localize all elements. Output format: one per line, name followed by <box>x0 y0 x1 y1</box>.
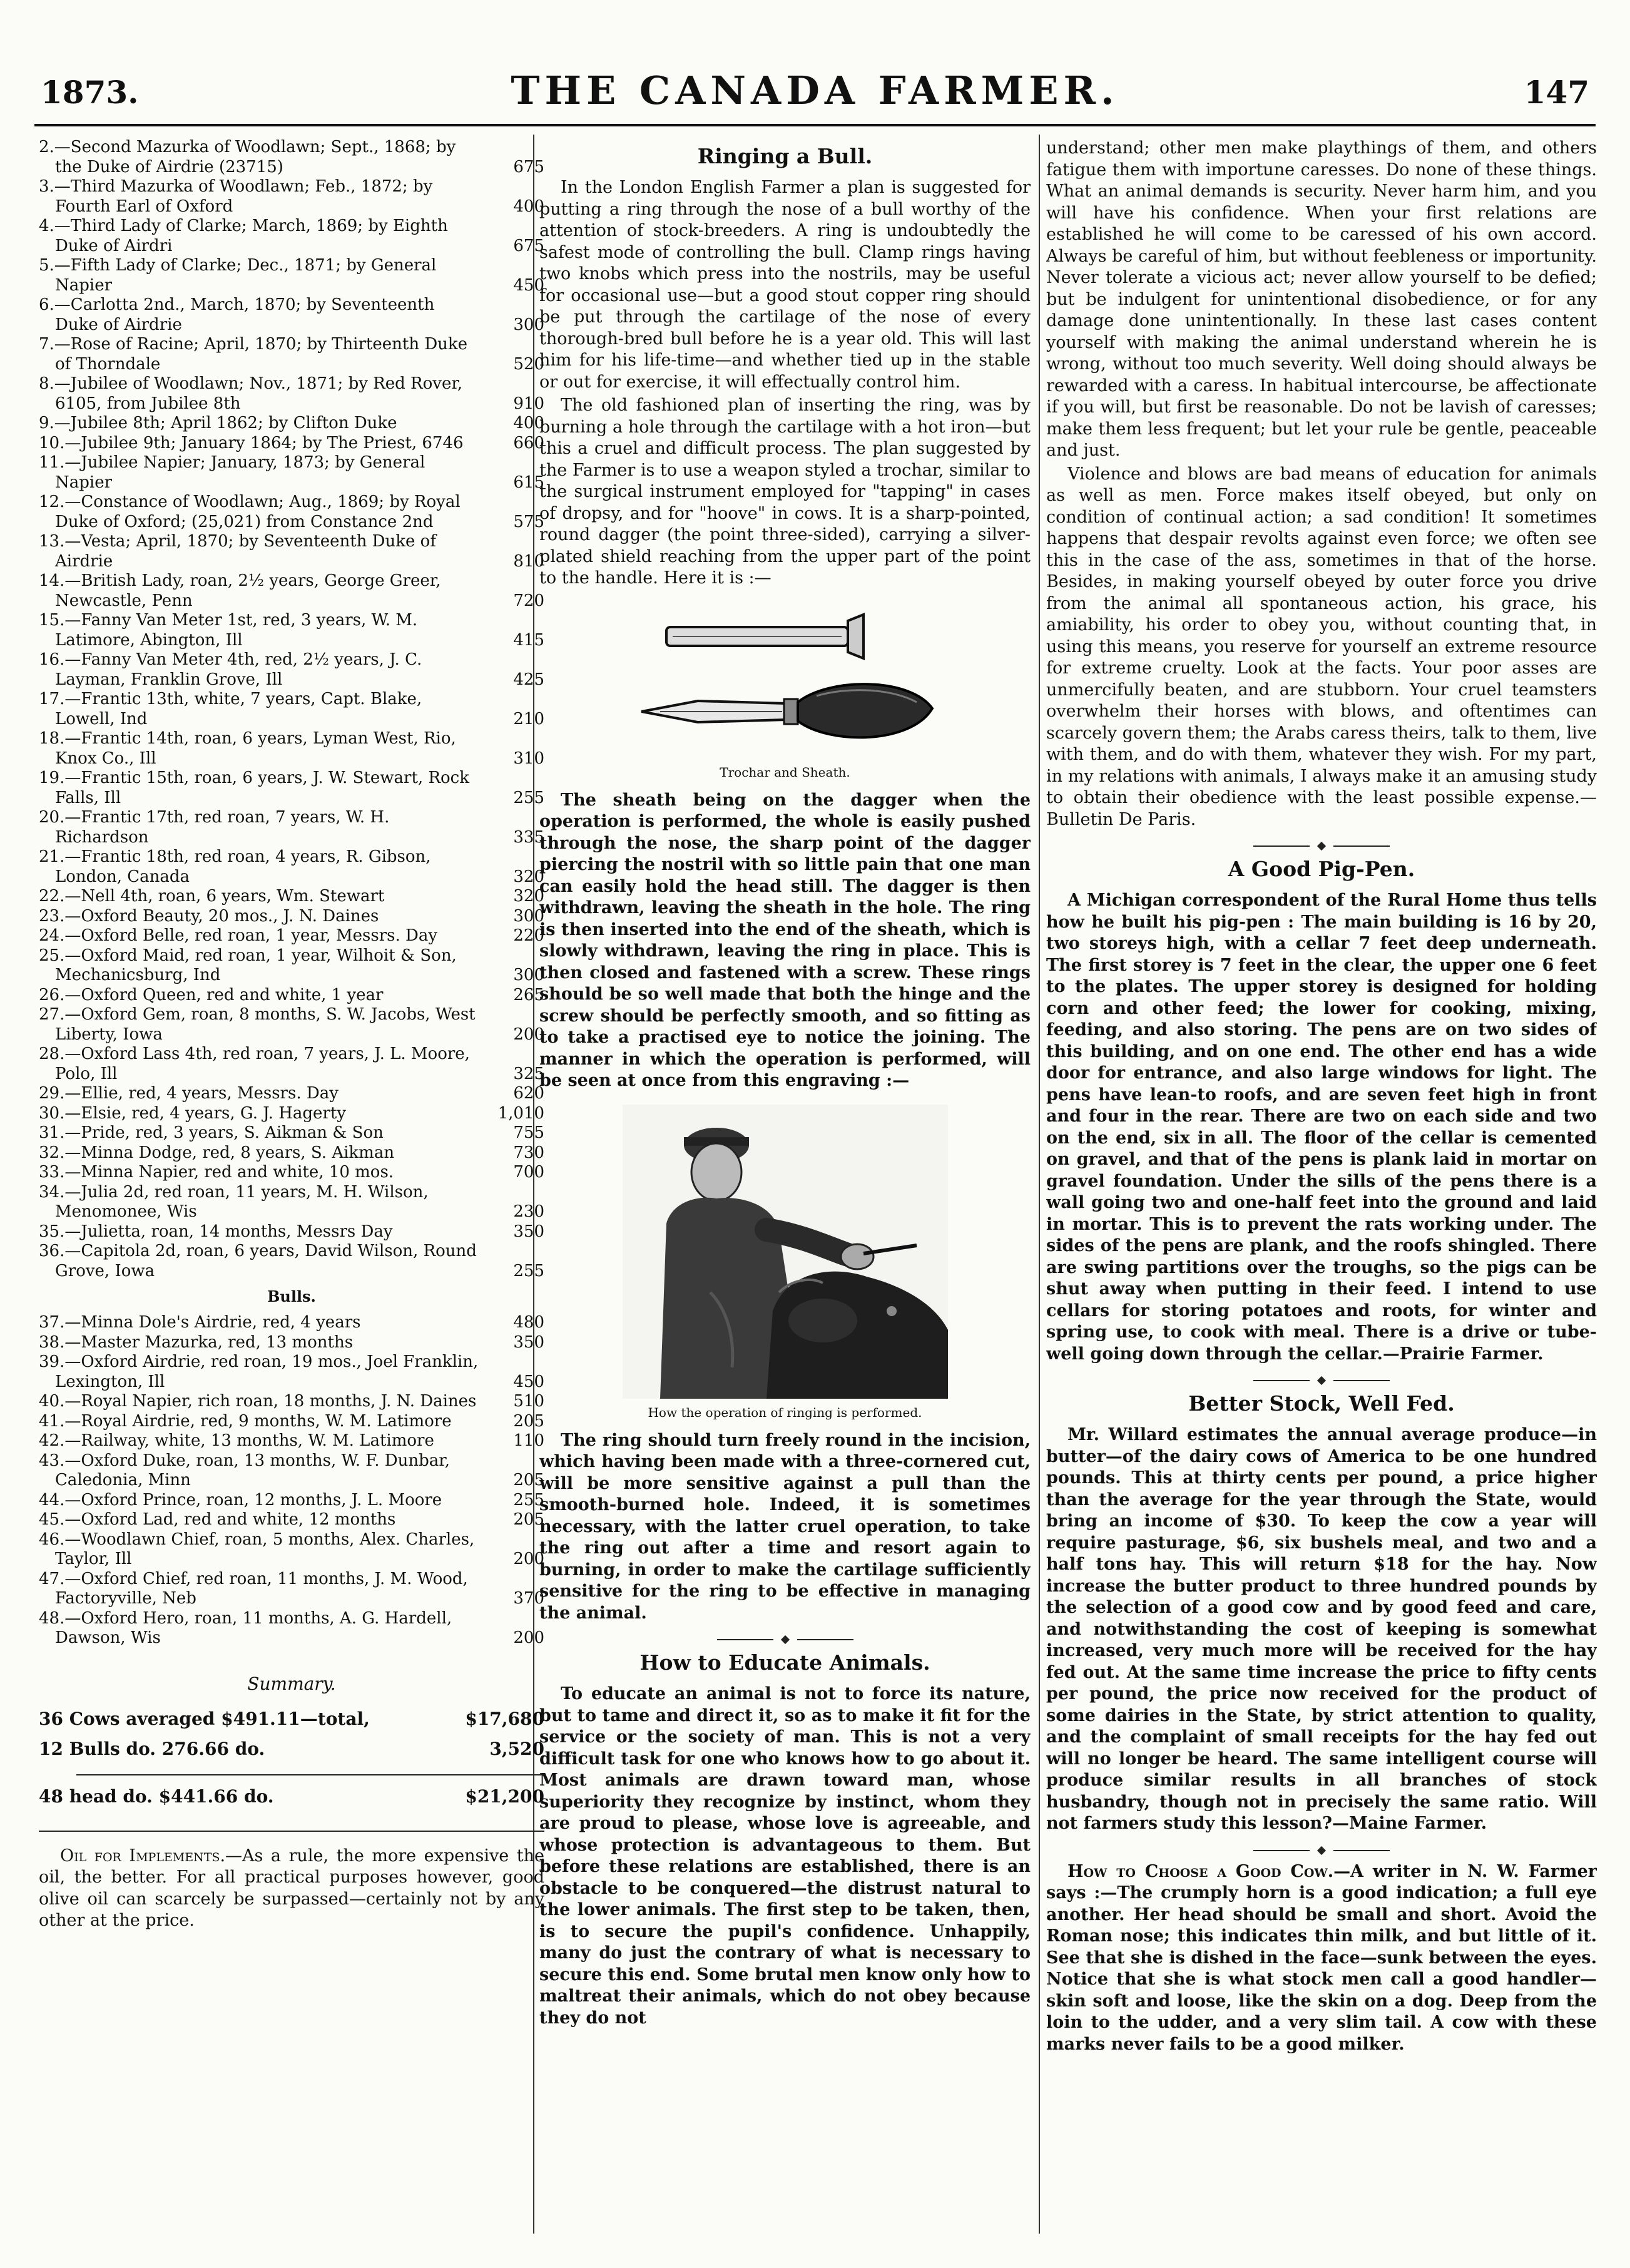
entry-price: 755 <box>513 1123 544 1142</box>
sale-entry <box>39 1431 544 1451</box>
page-header <box>34 63 1596 119</box>
sale-entry <box>39 1491 544 1511</box>
summary-total-value: $21,200 <box>465 1785 544 1807</box>
entry-text: 39.—Oxford Airdrie, red roan, 19 mos., Joel Franklin, Lexington, Ill <box>39 1352 479 1391</box>
column-ringing <box>539 138 1031 2237</box>
sale-entry <box>39 1222 544 1242</box>
entry-text: 32.—Minna Dodge, red, 8 years, S. Aikman <box>39 1143 395 1162</box>
stock-title: Better Stock, Well Fed. <box>1188 1391 1455 1416</box>
summary-row-value: 3,520 <box>489 1738 544 1759</box>
column-articles <box>1046 138 1597 2237</box>
entry-text: 26.—Oxford Queen, red and white, 1 year <box>39 985 384 1004</box>
entry-price: 1,010 <box>497 1103 544 1123</box>
entry-price: 450 <box>513 1372 544 1391</box>
sale-entry <box>39 907 544 927</box>
cow-lead: How to Choose a Good Cow. <box>1067 1861 1334 1881</box>
entry-text: 19.—Frantic 15th, roan, 6 years, J. W. Stewart, Rock Falls, Ill <box>39 769 469 807</box>
sale-entry <box>39 611 544 650</box>
entry-text: 34.—Julia 2d, red roan, 11 years, M. H. Wilson, Menomonee, Wis <box>39 1182 429 1221</box>
entry-text: 12.—Constance of Woodlawn; Aug., 1869; by Royal Duke of Oxford; (25,021) from Constance 2nd <box>39 493 461 531</box>
separator <box>1046 1377 1597 1384</box>
entry-price: 210 <box>513 709 544 728</box>
sale-entry <box>39 650 544 690</box>
entry-text: 3.—Third Mazurka of Woodlawn; Feb., 1872; by Fourth Earl of Oxford <box>39 177 433 216</box>
entry-text: 17.—Frantic 13th, white, 7 years, Capt. Blake, Lowell, Ind <box>39 690 422 728</box>
entry-text: 41.—Royal Airdrie, red, 9 months, W. M. Latimore <box>39 1411 452 1431</box>
sale-entry <box>39 1045 544 1084</box>
entry-price: 415 <box>513 630 544 650</box>
trochar-figure <box>539 602 1031 780</box>
sale-entry <box>39 847 544 887</box>
page-number: 147 <box>1524 74 1589 111</box>
entry-text: 14.—British Lady, roan, 2½ years, George Greer, Newcastle, Penn <box>39 571 441 610</box>
sale-entry <box>39 769 544 808</box>
entry-price: 675 <box>513 157 544 176</box>
operation-caption: How the operation of ringing is performed. <box>648 1404 922 1420</box>
sale-entry <box>39 217 544 256</box>
cow-article <box>1046 1861 1597 2056</box>
entry-price: 575 <box>513 512 544 531</box>
summary-row-text: 36 Cows averaged $491.11—total, <box>39 1708 370 1729</box>
operation-figure <box>539 1105 1031 1420</box>
ringing-title: Ringing a Bull. <box>697 144 873 168</box>
entry-price: 910 <box>513 394 544 413</box>
sale-entry <box>39 1005 544 1045</box>
entry-price: 335 <box>513 827 544 847</box>
sale-entry <box>39 453 544 493</box>
oil-text: —As a rule, the more expensive the oil, the better. For all practical purposes however, good olive oil can scarcely be surpassed—certainly not by any other at the price. <box>39 1846 544 1930</box>
cow-text: —A writer in N. W. Farmer says :—The crumply horn is a good indication; a full eye another. Her head should be small and short. Avoid the Roman nose; this indicates thin milk, and but little of it. See that she is dished in the face—sunk between the eyes. Notice that she is what stock men call a good handler—skin soft and loose, like the skin on a dog. Deep from the loin to the udder, and a very slim tail. A cow with these marks never fails to be a good milker. <box>1046 1861 1597 2054</box>
educate-paragraph: understand; other men make playthings of them, and others fatigue them with importune caresses. Do none of these things. What an animal demands is security. Never harm him, and you will have his confidence. When your first relations are established he will come to be caressed of his own accord. Always be careful of him, but without feebleness or importunity. Never tolerate a vicious act; never allow yourself to be defied; but be indulgent for unintentional disobedience, or for any damage done unintentionally. In these last cases content yourself with making the animal understand wherein he is wrong, without too much severity. Well doing should always be rewarded with a caress. In habitual intercourse, be affectionate if you will, but first be reasonable. Do not be lavish of caresses; make them less frequent; but let your rule be gentle, peaceable and just. <box>1046 138 1597 460</box>
sale-entry <box>39 256 544 295</box>
section-rule <box>39 1831 544 1832</box>
entry-price: 660 <box>513 433 544 452</box>
entry-text: 20.—Frantic 17th, red roan, 7 years, W. H. Richardson <box>39 808 390 847</box>
sale-entry <box>39 1333 544 1353</box>
entry-price: 255 <box>513 1490 544 1509</box>
entry-price: 350 <box>513 1222 544 1241</box>
stock-paragraph: Mr. Willard estimates the annual average produce—in butter—of the dairy cows of America to be one hundred pounds. This at thirty cents per pound, a price higher than the average for the year through the State, would bring an income of $30. To keep the cow a year will require pasturage, $6, six bushels meal, and two and a half tons hay. This will return $18 for the hay. Now increase the butter product to three hundred pounds by the selection of a good cow and by good feed and care, and notwithstanding the cost of keeping is somewhat increased, very much more will be received for the hay fed out. At the same time increase the price to fifty cents per pound, the price now received for the product of some dairies in the State, by strict attention to quality, and the complaint of small receipts for the hay fed out will no longer be heard. The same intelligent course will produce similar results in all branches of stock husbandry, though not in precisely the same ratio. Will not farmers study this lesson?—Maine Farmer. <box>1046 1425 1597 1833</box>
entry-text: 18.—Frantic 14th, roan, 6 years, Lyman West, Rio, Knox Co., Ill <box>39 729 456 768</box>
sale-entry <box>39 493 544 532</box>
entry-price: 320 <box>513 887 544 906</box>
entry-text: 5.—Fifth Lady of Clarke; Dec., 1871; by General Napier <box>39 256 437 295</box>
entry-price: 350 <box>513 1332 544 1352</box>
entry-text: 6.—Carlotta 2nd., March, 1870; by Seventeenth Duke of Airdrie <box>39 295 435 334</box>
entry-price: 110 <box>513 1431 544 1450</box>
sale-entry <box>39 1104 544 1124</box>
entry-price: 510 <box>513 1392 544 1411</box>
separator <box>1046 1847 1597 1854</box>
entry-price: 620 <box>513 1084 544 1103</box>
entry-price: 480 <box>513 1313 544 1332</box>
entry-price: 730 <box>513 1143 544 1162</box>
entry-price: 450 <box>513 275 544 295</box>
entry-text: 9.—Jubilee 8th; April 1862; by Clifton Duke <box>39 414 397 432</box>
entry-text: 10.—Jubilee 9th; January 1864; by The Priest, 6746 <box>39 433 464 452</box>
entry-price: 370 <box>513 1589 544 1608</box>
entry-text: 4.—Third Lady of Clarke; March, 1869; by Eighth Duke of Airdri <box>39 217 448 255</box>
sale-entry <box>39 1530 544 1570</box>
sale-entry <box>39 532 544 571</box>
entry-price: 230 <box>513 1202 544 1221</box>
sale-entry <box>39 1313 544 1333</box>
sale-entry <box>39 571 544 611</box>
trochar-illustration <box>623 602 948 759</box>
entry-price: 325 <box>513 1064 544 1083</box>
publication-title: THE CANADA FARMER. <box>511 68 1119 113</box>
entry-price: 400 <box>513 414 544 432</box>
sale-entry <box>39 414 544 434</box>
entry-text: 27.—Oxford Gem, roan, 8 months, S. W. Jacobs, West Liberty, Iowa <box>39 1005 476 1044</box>
sale-entry <box>39 434 544 454</box>
sale-entry <box>39 1163 544 1183</box>
entry-text: 45.—Oxford Lad, red and white, 12 months <box>39 1510 396 1529</box>
sale-entry <box>39 177 544 217</box>
entry-price: 675 <box>513 236 544 255</box>
entry-price: 615 <box>513 472 544 492</box>
trochar-caption: Trochar and Sheath. <box>720 764 850 780</box>
pigpen-title: A Good Pig-Pen. <box>1228 857 1415 881</box>
ringing-paragraph: The old fashioned plan of inserting the ring, was by burning a hole through the cartilage with a hot iron—but this a cruel and difficult process. The plan suggested by the Farmer is to use a weapon styled a trochar, similar to the surgical instrument employed for "tapping" in cases of dropsy, and for "hoove" in cows. It is a sharp-pointed, round dagger (the point three-sided), carrying a silver-plated shield reaching from the upper part of the point to the handle. Here it is :— <box>539 396 1031 588</box>
entry-text: 30.—Elsie, red, 4 years, G. J. Hagerty <box>39 1103 346 1123</box>
entry-text: 22.—Nell 4th, roan, 6 years, Wm. Stewart <box>39 887 385 906</box>
summary-row-text: 12 Bulls do. 276.66 do. <box>39 1738 265 1759</box>
entry-price: 320 <box>513 867 544 886</box>
sale-entry <box>39 335 544 374</box>
ringing-paragraph: The sheath being on the dagger when the operation is performed, the whole is easily pushed through the nose, the sharp point of the dagger piercing the nostril with so little pain that one man can easily hold the head still. The dagger is then withdrawn, leaving the sheath in the hole. The ring is then inserted into the end of the sheath, which is slowly withdrawn, leaving the ring in place. This is then closed and fastened with a screw. These rings should be so well made that both the hinge and the screw should be perfectly smooth, and so fitting as to take a practised eye to notice the joining. The manner in which the operation is performed, will be seen at once from this engraving :— <box>539 790 1031 1090</box>
sale-entry <box>39 1084 544 1104</box>
entry-text: 31.—Pride, red, 3 years, S. Aikman & Son <box>39 1123 384 1142</box>
sale-entry <box>39 986 544 1006</box>
ringing-paragraph: The ring should turn freely round in the incision, which having been made with a three-cornered cut, will be more sensitive against a pull than the smooth-burned hole. Indeed, it is sometimes necessary, with the latter cruel operation, to take the ring out after a time and resort again to burning, in order to make the cartilage sufficiently sensitive for the ring to be effective in managing the animal. <box>539 1430 1031 1623</box>
entry-price: 255 <box>513 788 544 807</box>
entry-text: 15.—Fanny Van Meter 1st, red, 3 years, W. M. Latimore, Abington, Ill <box>39 611 418 650</box>
entry-text: 21.—Frantic 18th, red roan, 4 years, R. Gibson, London, Canada <box>39 847 431 886</box>
sale-entry <box>39 1123 544 1143</box>
sale-entry <box>39 1570 544 1609</box>
entry-price: 300 <box>513 315 544 334</box>
sale-entry <box>39 808 544 847</box>
entry-price: 300 <box>513 906 544 926</box>
sale-entry <box>39 1609 544 1648</box>
oil-article <box>39 1846 544 1932</box>
sale-entry <box>39 1510 544 1530</box>
column-sale-list <box>39 138 544 2237</box>
summary-row <box>39 1704 544 1734</box>
sale-entry <box>39 926 544 946</box>
entry-price: 265 <box>513 985 544 1004</box>
sale-entry <box>39 887 544 907</box>
summary-total <box>39 1782 544 1812</box>
summary-rule <box>76 1774 544 1775</box>
pigpen-paragraph: A Michigan correspondent of the Rural Home thus tells how he built his pig-pen : The main building is 16 by 20, two storeys high, with a cellar 7 feet deep underneath. The first storey is 7 feet in the clear, the upper one 6 feet to the plates. The upper storey is designed for holding corn and other feed; the lower for cooking, mixing, feeding, and also storing. The pens are on two sides of this building, and on one end. The other end has a wide door for entrance, and also large windows for light. The pens have lean-to roofs, and are seven feet high in front and four in the rear. There are two on each side and two on the end, six in all. The floor of the cellar is cemented on gravel, and that of the pens is plank laid in mortar on gravel foundation. Under the sills of the pens there is a wall going two and one-half feet into the ground and laid in mortar. This is to prevent the rats working under. The sides of the pens are plank, and the roofs shingled. There are swing partitions over the troughs, so the pigs can be shut away when putting in their feed. I intend to use cellars for storing potatoes and roots, for winter and spring use, to cook with meal. There is a drive or tube-well going down through the cellar.—Prairie Farmer. <box>1046 891 1597 1364</box>
entry-text: 40.—Royal Napier, rich roan, 18 months, J. N. Daines <box>39 1392 477 1411</box>
entry-text: 36.—Capitola 2d, roan, 6 years, David Wilson, Round Grove, Iowa <box>39 1242 477 1280</box>
entry-price: 300 <box>513 966 544 984</box>
sale-entry <box>39 690 544 729</box>
educate-title: How to Educate Animals. <box>639 1650 930 1675</box>
sale-entry <box>39 946 544 986</box>
separator <box>1046 843 1597 849</box>
entry-price: 400 <box>513 197 544 216</box>
bulls-list <box>39 1313 544 1648</box>
entry-text: 16.—Fanny Van Meter 4th, red, 2½ years, J. C. Layman, Franklin Grove, Ill <box>39 650 422 689</box>
entry-text: 42.—Railway, white, 13 months, W. M. Latimore <box>39 1431 434 1450</box>
entry-text: 46.—Woodlawn Chief, roan, 5 months, Alex. Charles, Taylor, Ill <box>39 1530 475 1568</box>
entry-text: 28.—Oxford Lass 4th, red roan, 7 years, J. L. Moore, Polo, Ill <box>39 1045 470 1083</box>
entry-text: 11.—Jubilee Napier; January, 1873; by General Napier <box>39 453 425 492</box>
cows-list <box>39 138 544 1281</box>
summary-title: Summary. <box>247 1673 336 1694</box>
sale-entry <box>39 1392 544 1412</box>
entry-text: 47.—Oxford Chief, red roan, 11 months, J. M. Wood, Factoryville, Neb <box>39 1569 468 1608</box>
educate-paragraph: To educate an animal is not to force its nature, but to tame and direct it, so as to make it fit for the service or the society of man. This is not a very difficult task for one who knows how to go about it. Most animals are drawn toward man, whose superiority they recognize by instinct, whom they are proud to please, whose love is agreeable, and whose protection is advantageous to them. But before these relations are established, there is an obstacle to be conquered—the distrust natural to the lower animals. The first step to be taken, then, is to secure the pupil's confidence. Unhappily, many do just the contrary of what is necessary to secure this end. Some brutal men know only how to maltreat their animals, which do not obey because they do not <box>539 1684 1031 2028</box>
ringing-paragraph: In the London English Farmer a plan is suggested for putting a ring through the nose of a bull worthy of the attention of stock-breeders. A ring is undoubtedly the safest mode of controlling the bull. Clamp rings having two knobs which press into the nostrils, may be useful for occasional use—but a good stout copper ring should be put through the cartilage of the nose of every thorough-bred bull before he is a year old. This will last him for his life-time—and whether tied up in the stable or out for exercise, it will effectually control him. <box>539 178 1031 392</box>
sale-entry <box>39 729 544 769</box>
separator <box>539 1637 1031 1643</box>
entry-text: 29.—Ellie, red, 4 years, Messrs. Day <box>39 1084 339 1103</box>
entry-price: 810 <box>513 551 544 571</box>
entry-price: 200 <box>513 1024 544 1044</box>
entry-text: 7.—Rose of Racine; April, 1870; by Thirteenth Duke of Thorndale <box>39 335 468 374</box>
entry-text: 43.—Oxford Duke, roan, 13 months, W. F. Dunbar, Caledonia, Minn <box>39 1451 451 1489</box>
oil-lead: Oil for Implements. <box>60 1846 226 1866</box>
entry-text: 2.—Second Mazurka of Woodlawn; Sept., 1868; by the Duke of Airdrie (23715) <box>39 138 456 176</box>
entry-price: 520 <box>513 354 544 374</box>
header-rule <box>34 124 1596 126</box>
entry-text: 13.—Vesta; April, 1870; by Seventeenth Duke of Airdrie <box>39 532 436 571</box>
entry-text: 48.—Oxford Hero, roan, 11 months, A. G. Hardell, Dawson, Wis <box>39 1608 452 1647</box>
entry-text: 25.—Oxford Maid, red roan, 1 year, Wilhoit & Son, Mechanicsburg, Ind <box>39 946 457 984</box>
entry-price: 205 <box>513 1471 544 1489</box>
entry-price: 205 <box>513 1510 544 1529</box>
sale-entry <box>39 1242 544 1281</box>
summary-row <box>39 1734 544 1764</box>
sale-entry <box>39 138 544 177</box>
educate-paragraph: Violence and blows are bad means of education for animals as well as men. Force makes itself obeyed, but only on condition of continual action; a sad condition! It sometimes happens that despair revolts against even force; we often see this in the case of the ass, sometimes in that of the horse. Besides, in making yourself obeyed by outer force you drive from the animal all spontaneous action, his grace, his amiability, his order to obey you, without counting that, in using this means, you reserve for yourself an extreme resource for extreme cruelty. Look at the facts. Your poor asses are unmercifully beaten, and are stubborn. Your cruel teamsters overwhelm their horses with blows, and oftentimes can scarcely govern them; the Arabs caress theirs, talk to them, live with them, and do with them, whatever they wish. For my part, in my relations with animals, I always make it an amusing study to obtain their obedience with the least possible expense.—Bulletin De Paris. <box>1046 464 1597 829</box>
summary-row-value: $17,680 <box>465 1708 544 1729</box>
entry-text: 37.—Minna Dole's Airdrie, red, 4 years <box>39 1313 361 1332</box>
entry-price: 200 <box>513 1550 544 1568</box>
entry-text: 24.—Oxford Belle, red roan, 1 year, Messrs. Day <box>39 926 438 945</box>
entry-price: 310 <box>513 748 544 768</box>
entry-text: 33.—Minna Napier, red and white, 10 mos. <box>39 1163 394 1182</box>
entry-price: 700 <box>513 1163 544 1182</box>
bulls-heading: Bulls. <box>267 1287 316 1305</box>
year: 1873. <box>41 74 139 111</box>
sale-entry <box>39 1451 544 1491</box>
sale-entry <box>39 1412 544 1432</box>
sale-entry <box>39 1183 544 1222</box>
sale-entry <box>39 1352 544 1392</box>
entry-price: 255 <box>513 1261 544 1280</box>
entry-text: 23.—Oxford Beauty, 20 mos., J. N. Daines <box>39 906 379 926</box>
sale-entry <box>39 295 544 335</box>
entry-price: 205 <box>513 1411 544 1431</box>
entry-text: 35.—Julietta, roan, 14 months, Messrs Day <box>39 1222 393 1241</box>
entry-text: 8.—Jubilee of Woodlawn; Nov., 1871; by Red Rover, 6105, from Jubilee 8th <box>39 374 463 413</box>
sale-entry <box>39 1143 544 1163</box>
entry-price: 200 <box>513 1628 544 1647</box>
entry-price: 425 <box>513 670 544 689</box>
entry-price: 220 <box>513 926 544 945</box>
operation-engraving <box>623 1105 948 1399</box>
entry-text: 38.—Master Mazurka, red, 13 months <box>39 1332 354 1352</box>
summary-total-text: 48 head do. $441.66 do. <box>39 1785 274 1807</box>
entry-price: 720 <box>513 591 544 610</box>
column-divider <box>1039 135 1040 2234</box>
entry-text: 44.—Oxford Prince, roan, 12 months, J. L. Moore <box>39 1490 442 1509</box>
sale-entry <box>39 374 544 414</box>
